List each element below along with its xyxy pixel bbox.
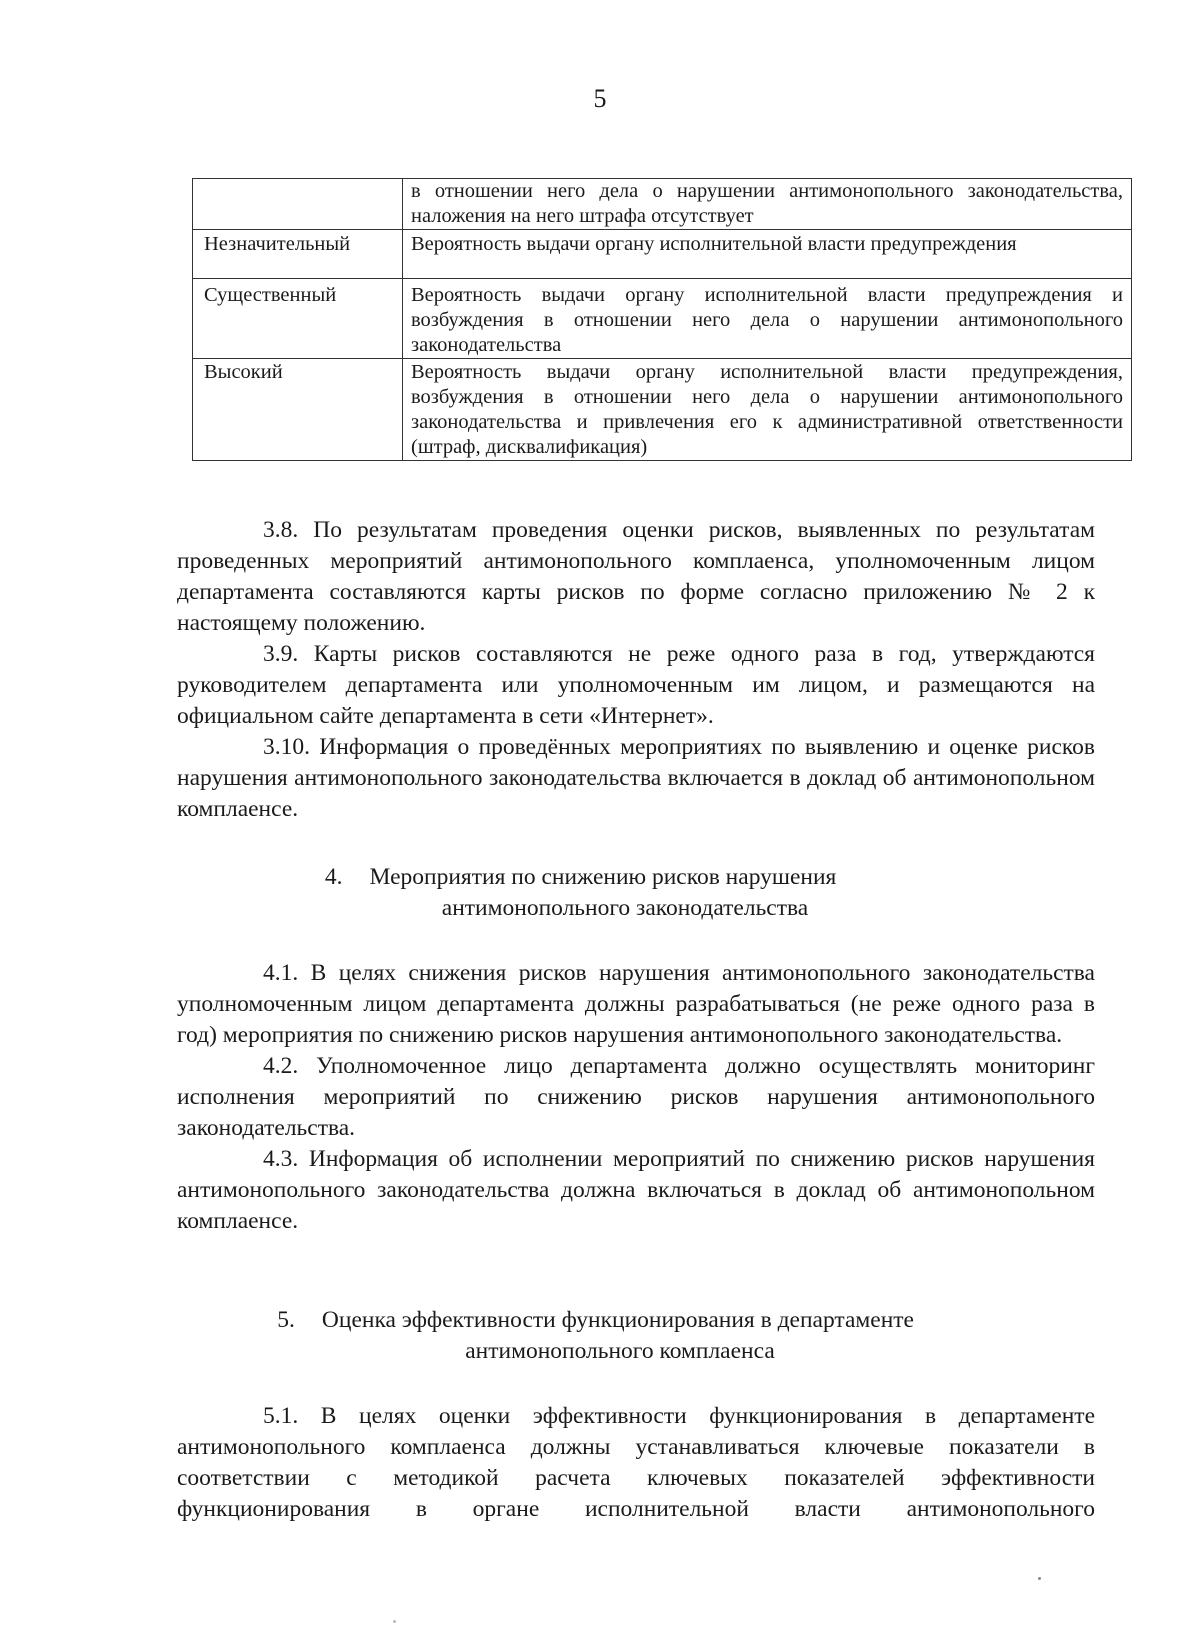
scan-artifact [393,1620,396,1623]
risk-level-cell [193,179,403,230]
paragraph-4-2: 4.2. Уполномоченное лицо департамента должно осуществлять мониторинг исполнения мероприятий по снижению рисков нарушения антимонопольного законодательства. [177,1053,1095,1141]
heading-5-line1: Оценка эффективности функционирования в департаменте [321,1307,914,1333]
paragraph-4-1: 4.1. В целях снижения рисков нарушения антимонопольного законодательства уполномоченным лицом департамента должны разрабатываться (не реже одного раза в год) мероприятия по снижению рисков нарушения антимонопольного законодательства. [177,960,1095,1048]
heading-4-line2: антимонопольного законодательства [441,895,809,921]
paragraph-3-10: 3.10. Информация о проведённых мероприятиях по выявлению и оценке рисков нарушения антимонопольного законодательства включается в доклад об антимонопольном комплаенсе. [177,734,1095,822]
page-number: 5 [593,84,607,113]
paragraph-4-3: 4.3. Информация об исполнении мероприятий по снижению рисков нарушения антимонопольного законодательства должна включаться в доклад об антимонопольном комплаенсе. [177,1146,1095,1234]
heading-4-line1: Мероприятия по снижению рисков нарушения [369,864,837,890]
section-4-paragraphs [177,958,1095,1237]
risk-description-cell: Вероятность выдачи органу исполнительной власти предупреждения, возбуждения в отношении него дела о нарушении антимонопольного законодательства и привлечения его к административной ответственности (штраф, дисквалификация) [403,359,1132,461]
paragraph-3-8: 3.8. По результатам проведения оценки рисков, выявленных по результатам проведенных мероприятий антимонопольного комплаенса, уполномоченным лицом департамента составляются карты рисков по форме согласно приложению № 2 к настоящему положению. [177,517,1095,636]
table-row [193,279,1132,359]
paragraph-5-1: 5.1. В целях оценки эффективности функционирования в департаменте антимонопольного комплаенса должны устанавливаться ключевые показатели в соответствии с методикой расчета ключевых показателей эффективности функционирования в органе исполнительной власти антимонопольного [177,1403,1095,1522]
risk-level-cell: Существенный [193,279,403,359]
heading-5-line2: антимонопольного комплаенса [465,1338,775,1364]
paragraph-3-9: 3.9. Карты рисков составляются не реже одного раза в год, утверждаются руководителем департамента или уполномоченным им лицом, и размещаются на официальном сайте департамента в сети «Интернет». [177,641,1095,729]
risk-level-cell: Незначительный [193,230,403,279]
section-5-heading [0,1305,1200,1367]
heading-4-number: 4. [324,864,343,890]
table-row [193,179,1132,230]
risk-table [192,178,1132,461]
section-3-paragraphs [177,515,1095,825]
risk-description-cell: Вероятность выдачи органу исполнительной власти предупреждения и возбуждения в отношении него дела о нарушении антимонопольного законодательства [403,279,1132,359]
risk-description-cell: в отношении него дела о нарушении антимонопольного законодательства, наложения на него штрафа отсутствует [403,179,1132,230]
table-row [193,230,1132,279]
heading-5-number: 5. [277,1307,295,1333]
risk-level-cell: Высокий [193,359,403,461]
section-5-paragraphs [177,1401,1095,1525]
scan-artifact [1038,1577,1041,1580]
risk-description-cell: Вероятность выдачи органу исполнительной власти предупреждения [403,230,1132,279]
section-4-heading [0,862,1200,924]
table-row [193,359,1132,461]
